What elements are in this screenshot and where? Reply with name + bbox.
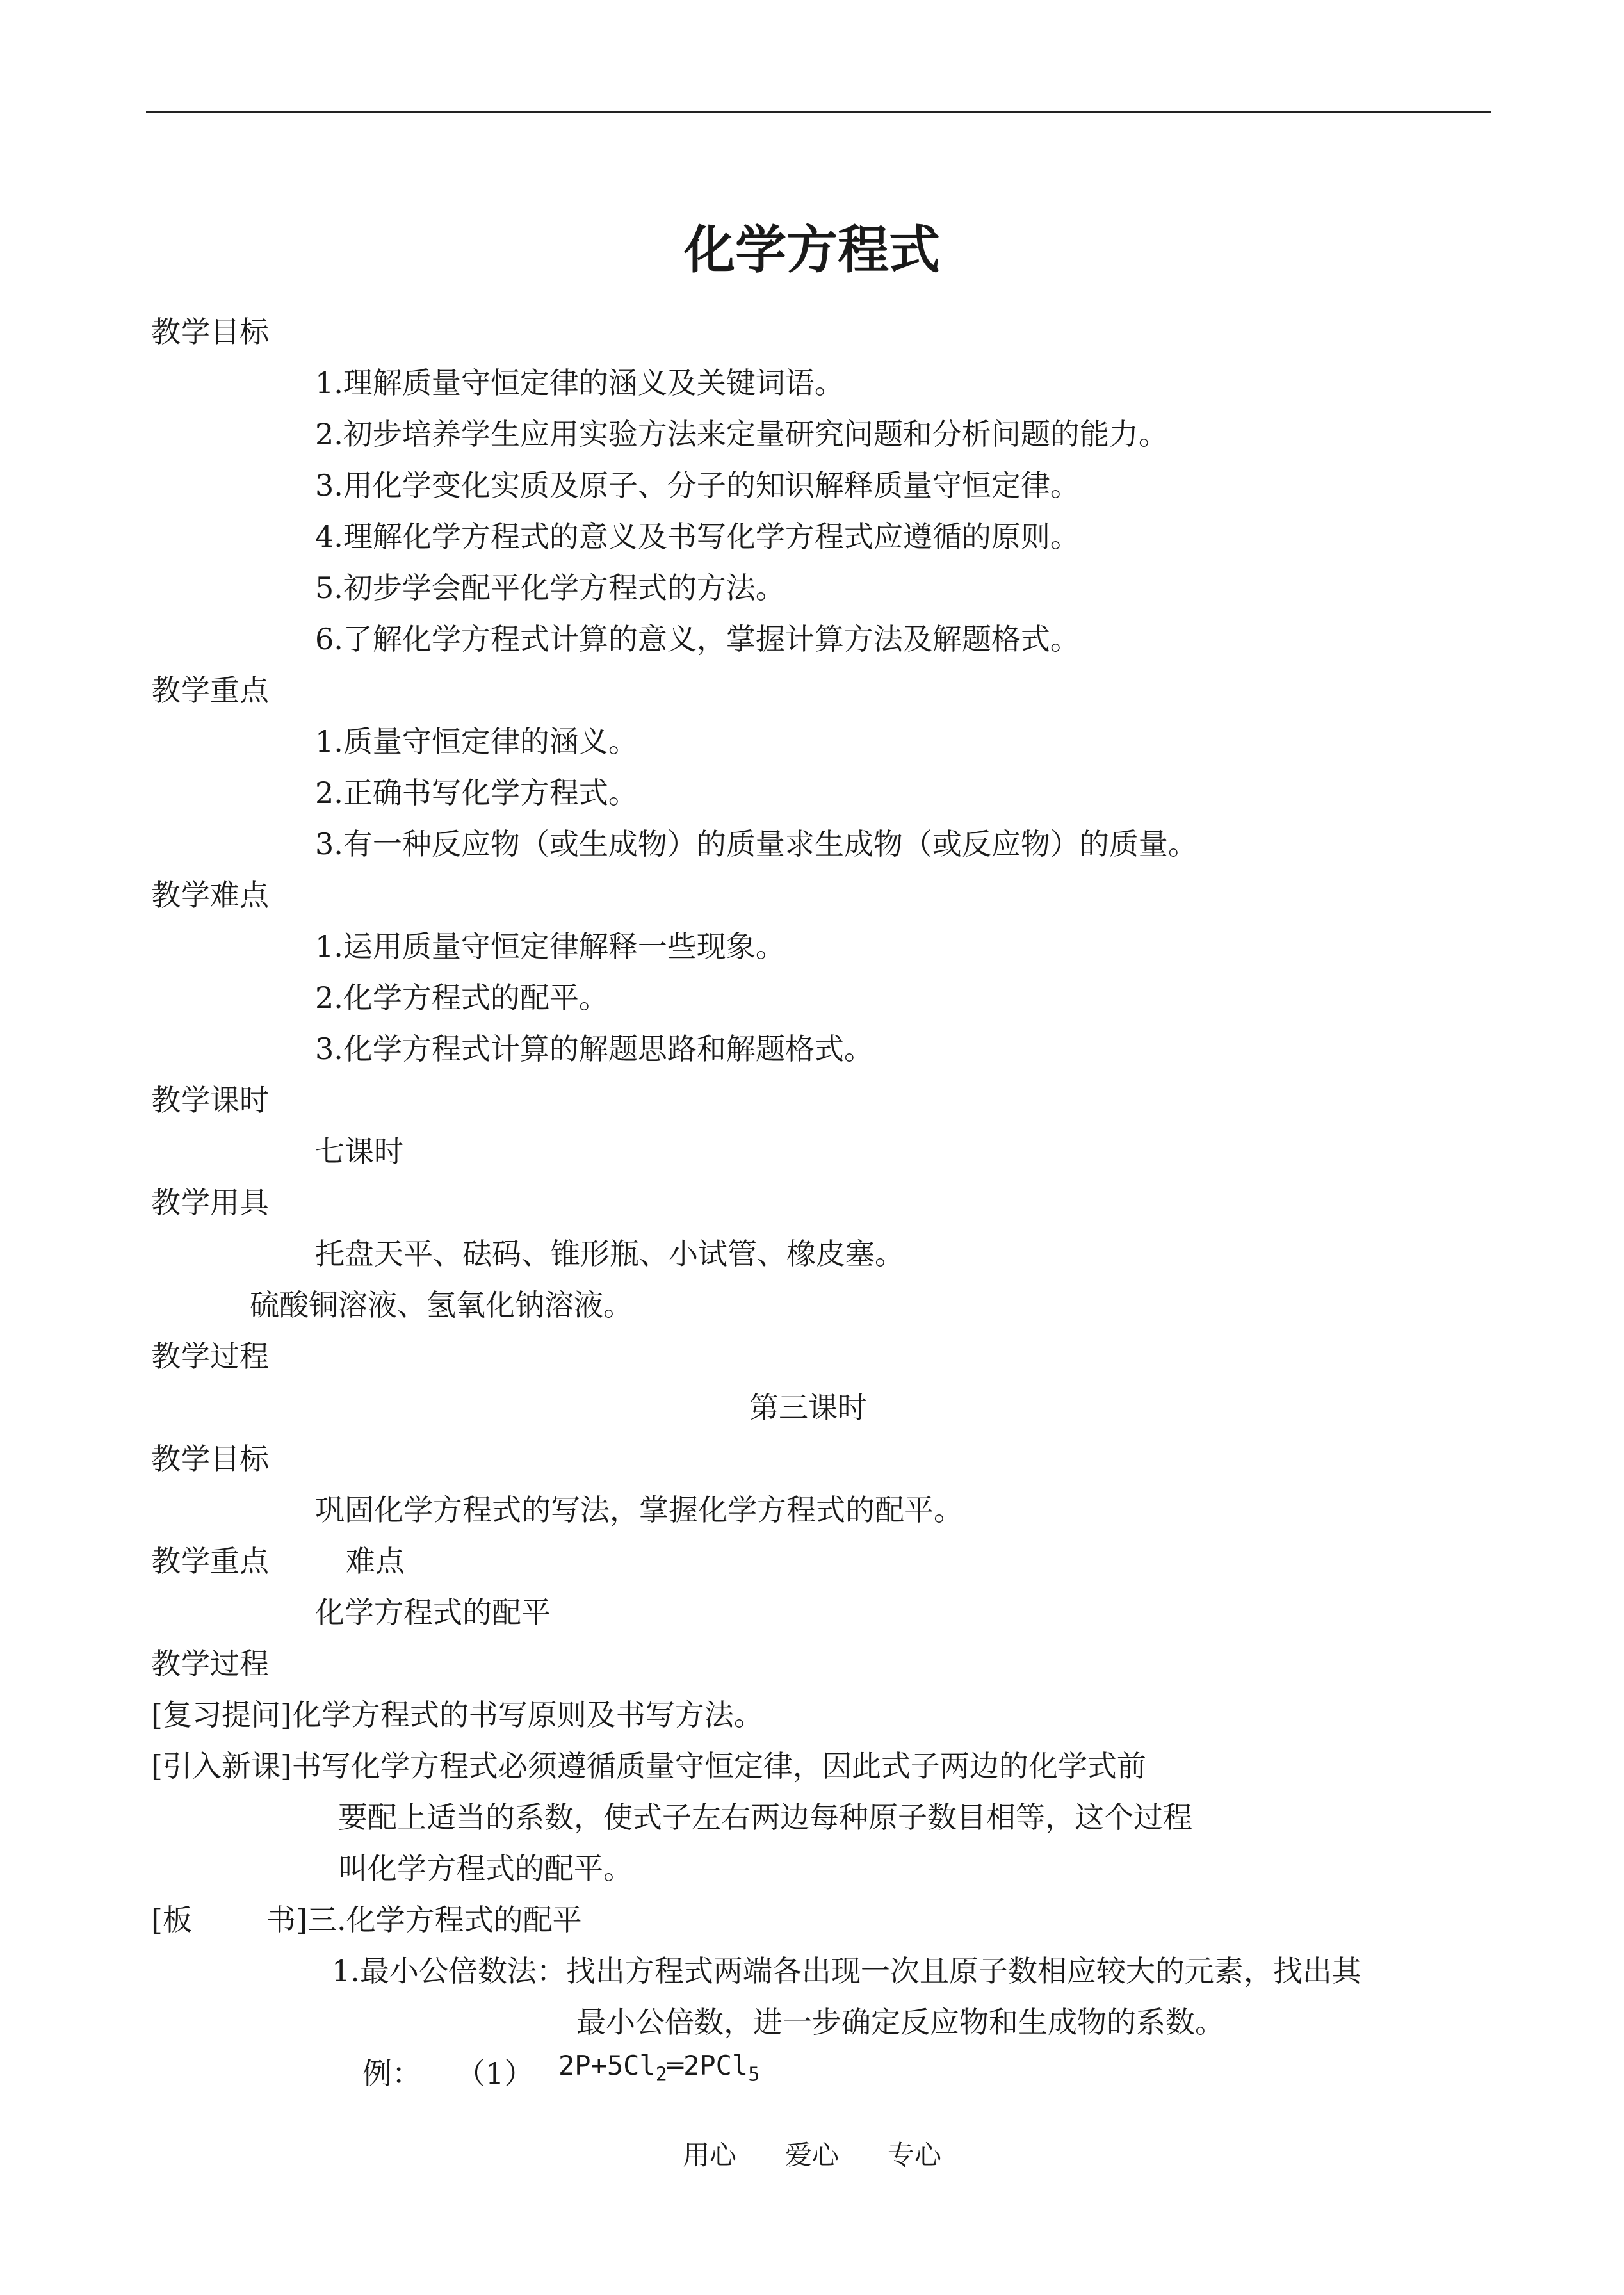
lesson-objectives-heading: 教学目标	[151, 1441, 269, 1476]
key-points-heading: 教学重点	[151, 673, 269, 708]
footer-word: 专心	[888, 2139, 942, 2171]
lesson-key: 化学方程式的配平	[315, 1595, 551, 1630]
equation-part: 2P+5Cl	[558, 2050, 656, 2081]
hours-value: 七课时	[315, 1134, 403, 1169]
lesson-key-heading: 教学重点	[151, 1544, 269, 1578]
page-title: 化学方程式	[684, 220, 940, 280]
key-point-item: 2.正确书写化学方程式。	[315, 775, 638, 810]
objective-item: 6.了解化学方程式计算的意义，掌握计算方法及解题格式。	[315, 622, 1080, 656]
intro-line: 要配上适当的系数，使式子左右两边每种原子数目相等，这个过程	[338, 1800, 1192, 1835]
objective-item: 2.初步培养学生应用实验方法来定量研究问题和分析问题的能力。	[315, 417, 1168, 451]
intro-line: 叫化学方程式的配平。	[338, 1851, 633, 1886]
lesson-process-heading: 教学过程	[151, 1646, 269, 1681]
example-number: （1）	[456, 2056, 534, 2091]
difficulty-item: 2.化学方程式的配平。	[315, 980, 608, 1015]
lesson-title: 第三课时	[749, 1390, 867, 1425]
difficulties-heading: 教学难点	[151, 878, 269, 912]
objective-item: 5.初步学会配平化学方程式的方法。	[315, 571, 785, 605]
example-label: 例：	[362, 2056, 421, 2091]
chemical-equation	[558, 2048, 759, 2093]
board-label: [板	[151, 1902, 192, 1937]
objective-item: 1.理解质量守恒定律的涵义及关键词语。	[315, 366, 844, 400]
process-heading: 教学过程	[151, 1339, 269, 1374]
equation-subscript: 5	[748, 2063, 760, 2086]
board-title: 书]三.化学方程式的配平	[266, 1902, 582, 1937]
review-question: [复习提问]化学方程式的书写原则及书写方法。	[151, 1698, 763, 1732]
method-line: 1.最小公倍数法：找出方程式两端各出现一次且原子数相应较大的元素，找出其	[332, 1954, 1361, 1988]
header-rule	[146, 111, 1491, 113]
tools-heading: 教学用具	[151, 1185, 269, 1220]
key-point-item: 1.质量守恒定律的涵义。	[315, 724, 638, 759]
equation-part: ═2PCl	[667, 2050, 749, 2081]
lesson-key-heading-2: 难点	[346, 1544, 405, 1578]
method-line: 最小公倍数，进一步确定反应物和生成物的系数。	[576, 2005, 1224, 2040]
objective-item: 3.用化学变化实质及原子、分子的知识解释质量守恒定律。	[315, 468, 1080, 503]
hours-heading: 教学课时	[151, 1083, 269, 1117]
objective-item: 4.理解化学方程式的意义及书写化学方程式应遵循的原则。	[315, 519, 1080, 554]
key-point-item: 3.有一种反应物（或生成物）的质量求生成物（或反应物）的质量。	[315, 827, 1198, 861]
tools-line: 硫酸铜溶液、氢氧化钠溶液。	[250, 1288, 633, 1322]
difficulty-item: 3.化学方程式计算的解题思路和解题格式。	[315, 1032, 873, 1066]
intro-line: [引入新课]书写化学方程式必须遵循质量守恒定律，因此式子两边的化学式前	[151, 1749, 1146, 1783]
lesson-objective: 巩固化学方程式的写法，掌握化学方程式的配平。	[315, 1493, 963, 1527]
tools-line: 托盘天平、砝码、锥形瓶、小试管、橡皮塞。	[315, 1237, 904, 1271]
objectives-heading: 教学目标	[151, 314, 269, 349]
footer-word: 用心	[682, 2139, 736, 2171]
equation-subscript: 2	[655, 2063, 667, 2086]
page-footer	[0, 2137, 1624, 2173]
difficulty-item: 1.运用质量守恒定律解释一些现象。	[315, 929, 785, 964]
footer-word: 爱心	[784, 2139, 839, 2171]
